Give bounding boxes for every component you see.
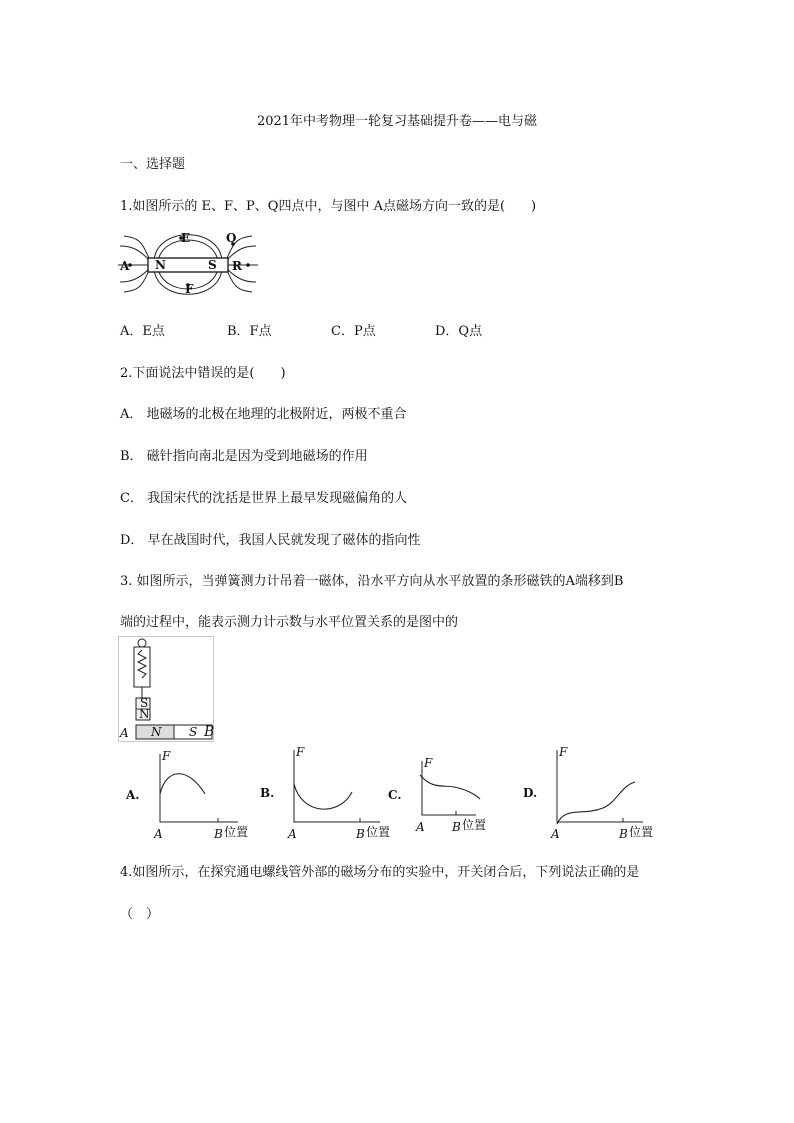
graph-axes <box>294 750 380 822</box>
graph-curve <box>294 784 352 809</box>
q3-spring-scale-figure <box>118 636 218 744</box>
q3-graph-option-label: C. <box>388 788 402 802</box>
fig-label-f: F <box>185 282 194 296</box>
graph-x-unit: 位置 <box>224 825 249 839</box>
graph-x-label-b: B <box>214 827 223 841</box>
q3-stem-line1: 3. 如图所示，当弹簧测力计吊着一磁体，沿水平方向从水平放置的条形磁铁的A端移到B <box>120 574 624 589</box>
graph-x-label-b: B <box>619 827 628 841</box>
bar-magnet-s: S <box>189 725 198 739</box>
q1-option-d: D．Q点 <box>435 324 483 339</box>
graph-x-label-b: B <box>452 820 461 834</box>
q3-graph-option-label: A. <box>126 788 140 802</box>
graph-x-label-a: A <box>288 827 297 841</box>
hang-magnet-s: S <box>140 696 149 710</box>
graph-x-unit: 位置 <box>366 825 391 839</box>
graph-x-label-a: A <box>154 827 163 841</box>
fig-label-r: R <box>232 259 242 273</box>
q2-option-b: B． 磁针指向南北是因为受到地磁场的作用 <box>120 449 368 464</box>
graph-axes <box>557 750 643 822</box>
graph-curve <box>160 774 205 794</box>
fig-label-q: Q <box>226 231 237 245</box>
q3-graph-c <box>410 755 487 834</box>
fig-label-n: N <box>155 258 166 272</box>
graph-y-label: F <box>162 749 171 763</box>
q3-graph-a <box>148 748 249 841</box>
graph-x-label-a: A <box>551 827 560 841</box>
q2-stem: 2.下面说法中错误的是( ) <box>120 366 286 381</box>
q3-graph-b <box>282 744 391 841</box>
q3-stem-line2: 端的过程中，能表示测力计示数与水平位置关系的是图中的 <box>120 615 459 630</box>
graph-axes <box>160 754 238 822</box>
graph-y-label: F <box>296 745 305 759</box>
fig-label-s: S <box>208 258 217 272</box>
q4-stem: 4.如图所示，在探究通电螺线管外部的磁场分布的实验中，开关闭合后，下列说法正确的是 <box>120 865 640 880</box>
bar-magnet-b: B <box>204 724 215 740</box>
graph-x-unit: 位置 <box>629 825 654 839</box>
graph-curve <box>557 782 635 824</box>
q2-option-d: D． 早在战国时代，我国人民就发现了磁体的指向性 <box>120 533 421 548</box>
q3-graph-d <box>545 744 654 841</box>
bar-magnet-n: N <box>151 725 162 739</box>
bar-magnet-a: A <box>120 726 129 740</box>
q1-stem: 1.如图所示的 E、F、P、Q四点中，与图中 A点磁场方向一致的是( ) <box>120 199 537 214</box>
fig-label-a: A <box>120 259 130 273</box>
section-heading: 一、选择题 <box>120 157 186 172</box>
graph-x-label-b: B <box>356 827 365 841</box>
graph-x-unit: 位置 <box>462 818 487 832</box>
hang-magnet-n: N <box>139 707 150 721</box>
q1-magnet-field-figure <box>118 228 258 298</box>
fig-label-e: E <box>181 231 191 245</box>
q1-option-b: B．F点 <box>227 324 272 339</box>
q3-graph-option-label: D. <box>523 786 538 800</box>
q2-option-c: C． 我国宋代的沈括是世界上最早发现磁偏角的人 <box>120 491 408 506</box>
graph-curve <box>420 775 480 799</box>
graph-x-label-a: A <box>416 820 425 834</box>
page-title: 2021年中考物理一轮复习基础提升卷——电与磁 <box>256 114 538 129</box>
q1-option-c: C．P点 <box>331 324 376 339</box>
graph-y-label: F <box>559 745 568 759</box>
q2-option-a: A． 地磁场的北极在地理的北极附近，两极不重合 <box>120 407 407 422</box>
q3-graph-option-label: B. <box>260 786 275 800</box>
graph-y-label: F <box>424 756 433 770</box>
q1-option-a: A．E点 <box>120 324 165 339</box>
q4-paren: （ ） <box>120 907 160 922</box>
